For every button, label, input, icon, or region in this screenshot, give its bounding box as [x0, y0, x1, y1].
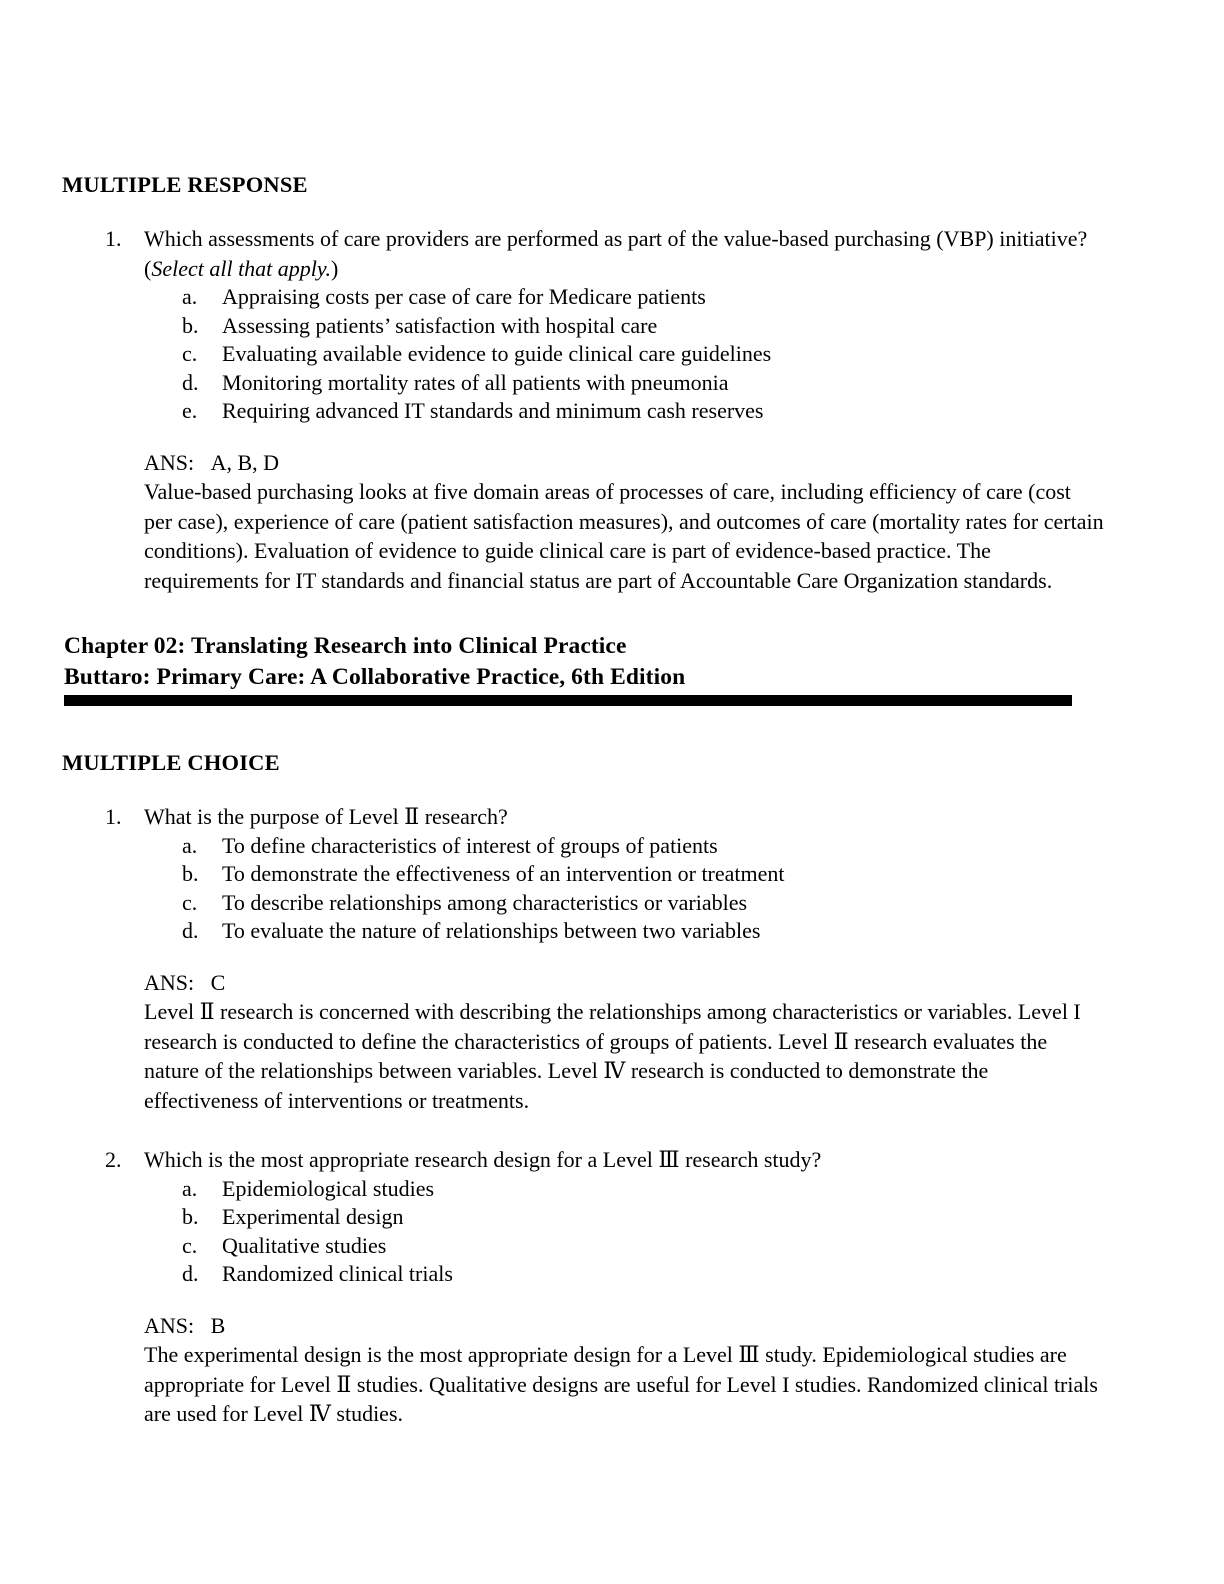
list-item — [182, 1203, 1104, 1232]
chapter-book: Buttaro: Primary Care: A Collaborative Practice, 6th Edition — [64, 664, 686, 690]
option-letter: b. — [182, 1204, 199, 1229]
question-italic-instruction: Select all that apply. — [151, 255, 331, 281]
horizontal-rule — [64, 695, 1072, 706]
answer-rationale: Level Ⅱ research is concerned with describing the relationships among characteristics or variables. Level I research is conducted to define the characteristics of groups of patients. Level Ⅱ research evaluates the nature of the relationships between variables. Level Ⅳ research is conducted to demonstrate the effectiveness of interventions or treatments. — [144, 999, 1081, 1113]
question-block — [62, 224, 1104, 595]
question-number: 1. — [105, 226, 122, 251]
question-text — [144, 224, 1104, 283]
list-item — [182, 917, 1104, 946]
answer-rationale: Value-based purchasing looks at five domain areas of processes of care, including efficiency of care (cost per case), experience of care (patient satisfaction measures), and outcomes of care (mortality rates for certain conditions). Evaluation of evidence to guide clinical care is part of evidence-based practice. The requirements for IT standards and financial status are part of Accountable Care Organization standards. — [144, 479, 1104, 593]
option-text: Monitoring mortality rates of all patients with pneumonia — [222, 369, 729, 395]
question-block — [62, 802, 1104, 1115]
list-item — [182, 1260, 1104, 1289]
option-text: To demonstrate the effectiveness of an intervention or treatment — [222, 861, 785, 886]
option-letter: a. — [182, 832, 198, 858]
option-letter: b. — [182, 312, 199, 338]
option-letter: b. — [182, 861, 199, 886]
answer-label: ANS: — [144, 449, 195, 475]
answer-value: C — [210, 969, 226, 995]
option-letter: d. — [182, 369, 199, 395]
option-letter: c. — [182, 341, 198, 366]
list-item — [182, 1232, 1104, 1261]
option-text: To describe relationships among characteristics or variables — [222, 889, 748, 915]
answer-rationale: The experimental design is the most appropriate design for a Level Ⅲ study. Epidemiological studies are appropriate for Level Ⅱ studies. Qualitative designs are useful for Level I studies. Randomized clinical trials are used for Level Ⅳ studies. — [144, 1342, 1098, 1426]
list-item — [182, 369, 1104, 398]
question-block — [62, 1145, 1104, 1429]
answer-value: B — [210, 1312, 226, 1338]
question-text: Which is the most appropriate research design for a Level Ⅲ research study? — [144, 1147, 822, 1172]
answer-line — [144, 968, 1104, 998]
chapter-header — [64, 631, 1104, 706]
option-list — [144, 832, 1104, 946]
answer-line — [144, 448, 1104, 478]
option-text: Experimental design — [222, 1204, 404, 1229]
answer-block — [144, 1311, 1104, 1429]
option-text: Appraising costs per case of care for Medicare patients — [222, 284, 706, 309]
question-stem-tail: ) — [330, 255, 339, 281]
option-letter: c. — [182, 889, 198, 915]
option-text: Requiring advanced IT standards and minimum cash reserves — [222, 398, 764, 423]
list-item — [182, 397, 1104, 426]
option-letter: d. — [182, 918, 199, 943]
answer-block — [144, 448, 1104, 596]
answer-line — [144, 1311, 1104, 1341]
section-heading-multiple-response: MULTIPLE RESPONSE — [62, 172, 308, 197]
list-item — [182, 312, 1104, 341]
section-heading-multiple-choice: MULTIPLE CHOICE — [62, 750, 280, 775]
option-text: Epidemiological studies — [222, 1175, 435, 1201]
answer-block — [144, 968, 1104, 1116]
list-item — [182, 1175, 1104, 1204]
option-list — [144, 283, 1104, 426]
option-text: Qualitative studies — [222, 1232, 387, 1258]
question-stem: Which assessments of care providers are performed as part of the value-based purchasing (VBP) initiative? ( — [144, 226, 1088, 281]
list-item — [182, 283, 1104, 312]
answer-label: ANS: — [144, 1312, 195, 1338]
option-text: To evaluate the nature of relationships between two variables — [222, 918, 761, 943]
list-item — [182, 860, 1104, 889]
list-item — [182, 340, 1104, 369]
option-letter: c. — [182, 1232, 198, 1258]
option-text: To define characteristics of interest of groups of patients — [222, 832, 718, 858]
list-item — [182, 832, 1104, 861]
question-text: What is the purpose of Level Ⅱ research? — [144, 804, 508, 829]
chapter-title: Chapter 02: Translating Research into Clinical Practice — [64, 633, 627, 659]
option-letter: d. — [182, 1261, 199, 1286]
option-letter: a. — [182, 284, 198, 309]
answer-value: A, B, D — [210, 449, 280, 475]
question-number: 1. — [105, 804, 122, 829]
option-text: Assessing patients’ satisfaction with hospital care — [222, 312, 658, 338]
option-letter: e. — [182, 398, 198, 423]
question-number: 2. — [105, 1147, 122, 1172]
option-text: Randomized clinical trials — [222, 1261, 453, 1286]
answer-label: ANS: — [144, 969, 195, 995]
option-list — [144, 1175, 1104, 1289]
option-text: Evaluating available evidence to guide clinical care guidelines — [222, 341, 772, 366]
list-item — [182, 889, 1104, 918]
option-letter: a. — [182, 1175, 198, 1201]
